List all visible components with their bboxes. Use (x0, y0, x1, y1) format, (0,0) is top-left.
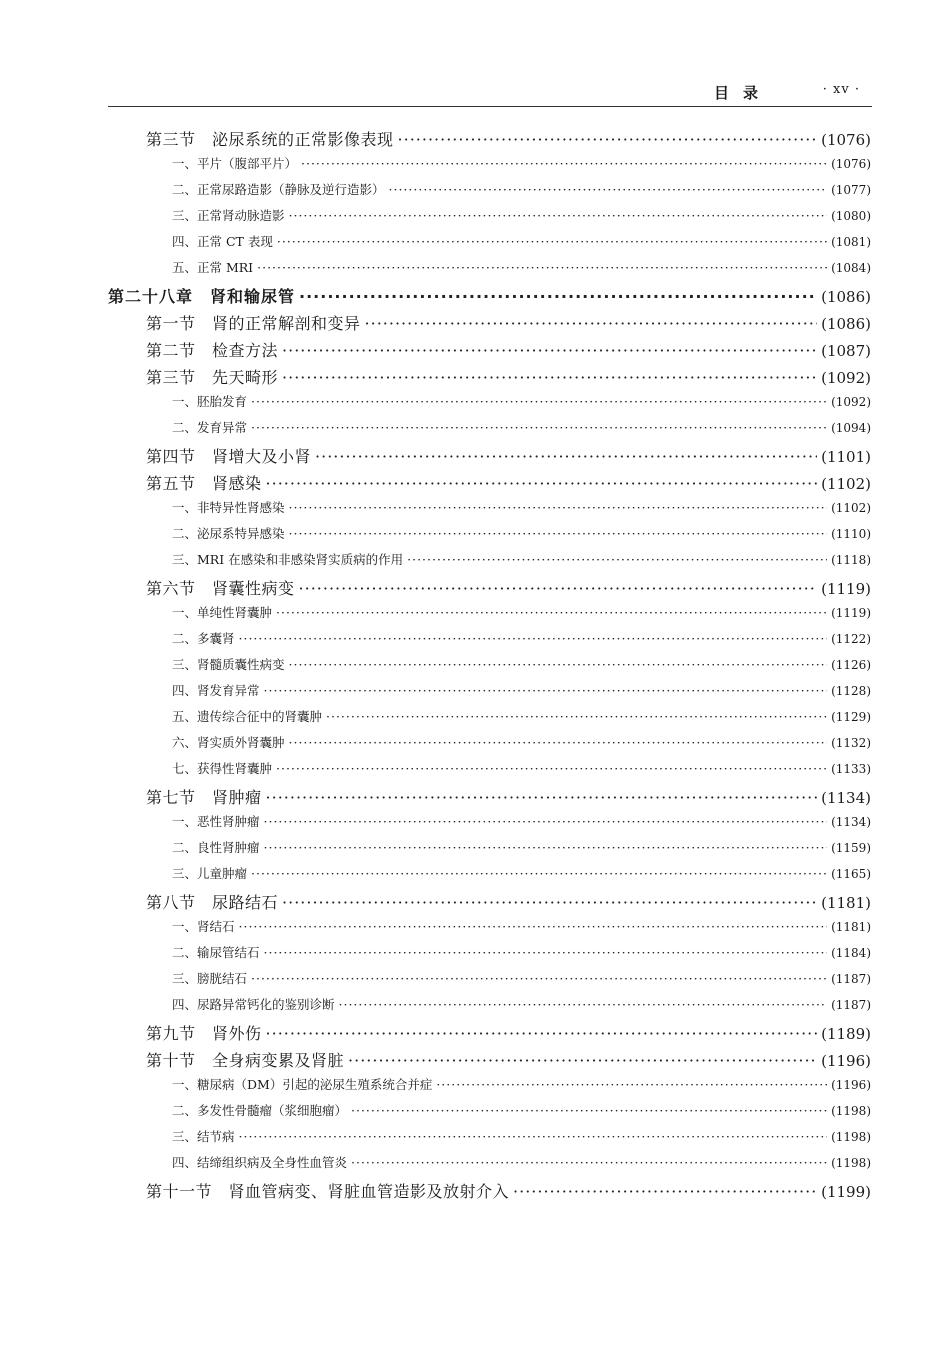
toc-entry-page-number: (1187) (831, 998, 871, 1012)
toc-entry-page-number: (1181) (821, 894, 871, 912)
toc-entry-page-number: (1184) (831, 946, 871, 960)
toc-entry-title: 六、肾实质外肾囊肿 (172, 735, 285, 750)
dot-leader (289, 735, 828, 750)
toc-item-row (0, 1127, 951, 1153)
toc-entry-page-number: (1187) (831, 972, 871, 986)
dot-leader (251, 420, 827, 435)
toc-item-row (0, 629, 951, 655)
dot-leader (282, 368, 817, 387)
toc-entry-title: 四、结缔组织病及全身性血管炎 (172, 1155, 348, 1170)
toc-entry-title: 三、肾髓质囊性病变 (172, 657, 285, 672)
toc-entry-page-number: (1133) (831, 762, 871, 776)
toc-entry-title: 三、结节病 (172, 1129, 235, 1144)
toc-entry-title: 第二十八章 肾和输尿管 (108, 287, 296, 306)
toc-entry-page-number: (1077) (831, 183, 871, 197)
dot-leader (282, 893, 817, 912)
dot-leader (407, 552, 827, 567)
dot-leader (339, 997, 828, 1012)
running-head-section: 目录 (713, 84, 772, 102)
toc-entry-page-number: (1132) (831, 736, 871, 750)
toc-item-row (0, 943, 951, 969)
toc-entry-title: 第八节 尿路结石 (146, 893, 279, 912)
toc-item-row (0, 232, 951, 258)
toc-entry-title: 二、输尿管结石 (172, 945, 260, 960)
toc-entry-page-number: (1119) (831, 606, 871, 620)
toc-entry-title: 二、多囊肾 (172, 631, 235, 646)
dot-leader (348, 1051, 817, 1070)
toc-entry-page-number: (1080) (831, 209, 871, 223)
toc-item-row (0, 418, 951, 444)
toc-section-row (0, 1021, 951, 1048)
toc-item-row (0, 1075, 951, 1101)
toc-entry-title: 二、良性肾肿瘤 (172, 840, 260, 855)
dot-leader (326, 709, 827, 724)
dot-leader (277, 234, 827, 249)
toc-entry-title: 第四节 肾增大及小肾 (146, 447, 312, 466)
dot-leader (282, 341, 817, 360)
dot-leader (389, 182, 828, 197)
toc-item-row (0, 759, 951, 785)
toc-entry-page-number: (1092) (821, 369, 871, 387)
dot-leader (365, 314, 818, 333)
toc-entry-page-number: (1134) (831, 815, 871, 829)
toc-entry-title: 第六节 肾囊性病变 (146, 579, 295, 598)
toc-item-row (0, 1101, 951, 1127)
toc-item-row (0, 917, 951, 943)
toc-entry-page-number: (1102) (821, 475, 871, 493)
toc-entry-page-number: (1198) (831, 1104, 871, 1118)
running-head-page-number: · xv · (822, 82, 860, 97)
toc-entry-title: 五、正常 MRI (172, 260, 254, 275)
toc-entry-title: 四、正常 CT 表现 (172, 234, 273, 249)
dot-leader (264, 945, 828, 960)
toc-item-row (0, 550, 951, 576)
toc-item-row (0, 498, 951, 524)
dot-leader (289, 657, 828, 672)
toc-item-row (0, 733, 951, 759)
toc-entry-page-number: (1198) (831, 1130, 871, 1144)
toc-entry-page-number: (1102) (831, 501, 871, 515)
toc-entry-title: 第三节 先天畸形 (146, 368, 279, 387)
toc-entry-page-number: (1081) (831, 235, 871, 249)
toc-entry-page-number: (1198) (831, 1156, 871, 1170)
toc-entry-title: 第二节 检查方法 (146, 341, 279, 360)
toc-item-row (0, 969, 951, 995)
dot-leader (351, 1103, 827, 1118)
toc-entry-page-number: (1076) (821, 131, 871, 149)
toc-entry-title: 二、正常尿路造影（静脉及逆行造影） (172, 182, 385, 197)
dot-leader (266, 788, 818, 807)
toc-entry-page-number: (1196) (831, 1078, 871, 1092)
toc-item-row (0, 864, 951, 890)
toc-entry-page-number: (1086) (821, 315, 871, 333)
toc-entry-title: 第九节 肾外伤 (146, 1024, 262, 1043)
toc-entry-title: 七、获得性肾囊肿 (172, 761, 273, 776)
dot-leader (257, 260, 827, 275)
toc-entry-page-number: (1126) (831, 658, 871, 672)
toc-entry-page-number: (1134) (821, 789, 871, 807)
toc-entry-title: 二、泌尿系特异感染 (172, 526, 285, 541)
toc-entry-title: 四、尿路异常钙化的鉴别诊断 (172, 997, 335, 1012)
toc-item-row (0, 206, 951, 232)
toc-entry-title: 第三节 泌尿系统的正常影像表现 (146, 130, 394, 149)
toc-entry-page-number: (1196) (821, 1052, 871, 1070)
toc-entry-page-number: (1086) (821, 288, 871, 306)
toc-entry-page-number: (1128) (831, 684, 871, 698)
toc-entry-page-number: (1159) (831, 841, 871, 855)
dot-leader (276, 605, 827, 620)
toc-entry-page-number: (1165) (831, 867, 871, 881)
dot-leader (289, 526, 828, 541)
toc-item-row (0, 154, 951, 180)
dot-leader (299, 287, 817, 306)
toc-entry-page-number: (1084) (831, 261, 871, 275)
toc-entry-title: 三、正常肾动脉造影 (172, 208, 285, 223)
dot-leader (264, 814, 828, 829)
toc-entry-page-number: (1119) (821, 580, 871, 598)
toc-section-row (0, 1179, 951, 1206)
toc-entry-title: 一、单纯性肾囊肿 (172, 605, 273, 620)
dot-leader (289, 208, 828, 223)
toc-item-row (0, 838, 951, 864)
table-of-contents (0, 127, 951, 1206)
toc-entry-title: 第七节 肾肿瘤 (146, 788, 262, 807)
toc-section-row (0, 785, 951, 812)
dot-leader (239, 919, 828, 934)
dot-leader (239, 631, 828, 646)
toc-entry-page-number: (1181) (831, 920, 871, 934)
dot-leader (436, 1077, 827, 1092)
toc-item-row (0, 180, 951, 206)
dot-leader (239, 1129, 828, 1144)
toc-item-row (0, 524, 951, 550)
toc-entry-page-number: (1087) (821, 342, 871, 360)
running-head (108, 80, 872, 104)
toc-section-row (0, 338, 951, 365)
toc-entry-title: 第十一节 肾血管病变、肾脏血管造影及放射介入 (146, 1182, 510, 1201)
toc-section-row (0, 365, 951, 392)
toc-section-row (0, 890, 951, 917)
dot-leader (513, 1182, 817, 1201)
toc-entry-page-number: (1189) (821, 1025, 871, 1043)
toc-entry-page-number: (1101) (821, 448, 871, 466)
dot-leader (301, 156, 827, 171)
toc-entry-title: 一、非特异性肾感染 (172, 500, 285, 515)
toc-item-row (0, 812, 951, 838)
toc-entry-title: 二、多发性骨髓瘤（浆细胞瘤） (172, 1103, 348, 1118)
toc-section-row (0, 444, 951, 471)
toc-entry-title: 一、胚胎发育 (172, 394, 248, 409)
toc-item-row (0, 681, 951, 707)
toc-entry-page-number: (1199) (821, 1183, 871, 1201)
toc-entry-title: 二、发育异常 (172, 420, 248, 435)
dot-leader (299, 579, 818, 598)
toc-entry-page-number: (1092) (831, 395, 871, 409)
toc-entry-title: 第一节 肾的正常解剖和变异 (146, 314, 361, 333)
toc-entry-page-number: (1110) (831, 527, 871, 541)
dot-leader (315, 447, 817, 466)
toc-item-row (0, 995, 951, 1021)
toc-section-row (0, 127, 951, 154)
toc-entry-title: 一、平片（腹部平片） (172, 156, 298, 171)
dot-leader (351, 1155, 827, 1170)
toc-entry-page-number: (1094) (831, 421, 871, 435)
dot-leader (266, 474, 818, 493)
toc-section-row (0, 576, 951, 603)
dot-leader (264, 683, 828, 698)
dot-leader (251, 394, 827, 409)
toc-item-row (0, 603, 951, 629)
toc-entry-title: 三、儿童肿瘤 (172, 866, 248, 881)
header-rule (108, 106, 872, 107)
toc-entry-title: 一、肾结石 (172, 919, 235, 934)
toc-item-row (0, 655, 951, 681)
toc-entry-title: 第五节 肾感染 (146, 474, 262, 493)
toc-item-row (0, 258, 951, 284)
toc-item-row (0, 1153, 951, 1179)
toc-entry-title: 一、糖尿病（DM）引起的泌尿生殖系统合并症 (172, 1077, 433, 1092)
toc-chapter-row (0, 284, 951, 311)
dot-leader (276, 761, 827, 776)
toc-entry-page-number: (1118) (831, 553, 871, 567)
toc-item-row (0, 392, 951, 418)
toc-section-row (0, 311, 951, 338)
toc-section-row (0, 471, 951, 498)
dot-leader (251, 971, 827, 986)
toc-entry-page-number: (1122) (831, 632, 871, 646)
toc-entry-title: 三、MRI 在感染和非感染肾实质病的作用 (172, 552, 404, 567)
toc-entry-title: 一、恶性肾肿瘤 (172, 814, 260, 829)
dot-leader (251, 866, 827, 881)
toc-entry-page-number: (1129) (831, 710, 871, 724)
toc-entry-page-number: (1076) (831, 157, 871, 171)
toc-section-row (0, 1048, 951, 1075)
toc-entry-title: 五、遗传综合征中的肾囊肿 (172, 709, 323, 724)
dot-leader (264, 840, 828, 855)
dot-leader (289, 500, 828, 515)
dot-leader (398, 130, 818, 149)
toc-entry-title: 四、肾发育异常 (172, 683, 260, 698)
toc-item-row (0, 707, 951, 733)
toc-entry-title: 三、膀胱结石 (172, 971, 248, 986)
toc-entry-title: 第十节 全身病变累及肾脏 (146, 1051, 345, 1070)
dot-leader (266, 1024, 818, 1043)
